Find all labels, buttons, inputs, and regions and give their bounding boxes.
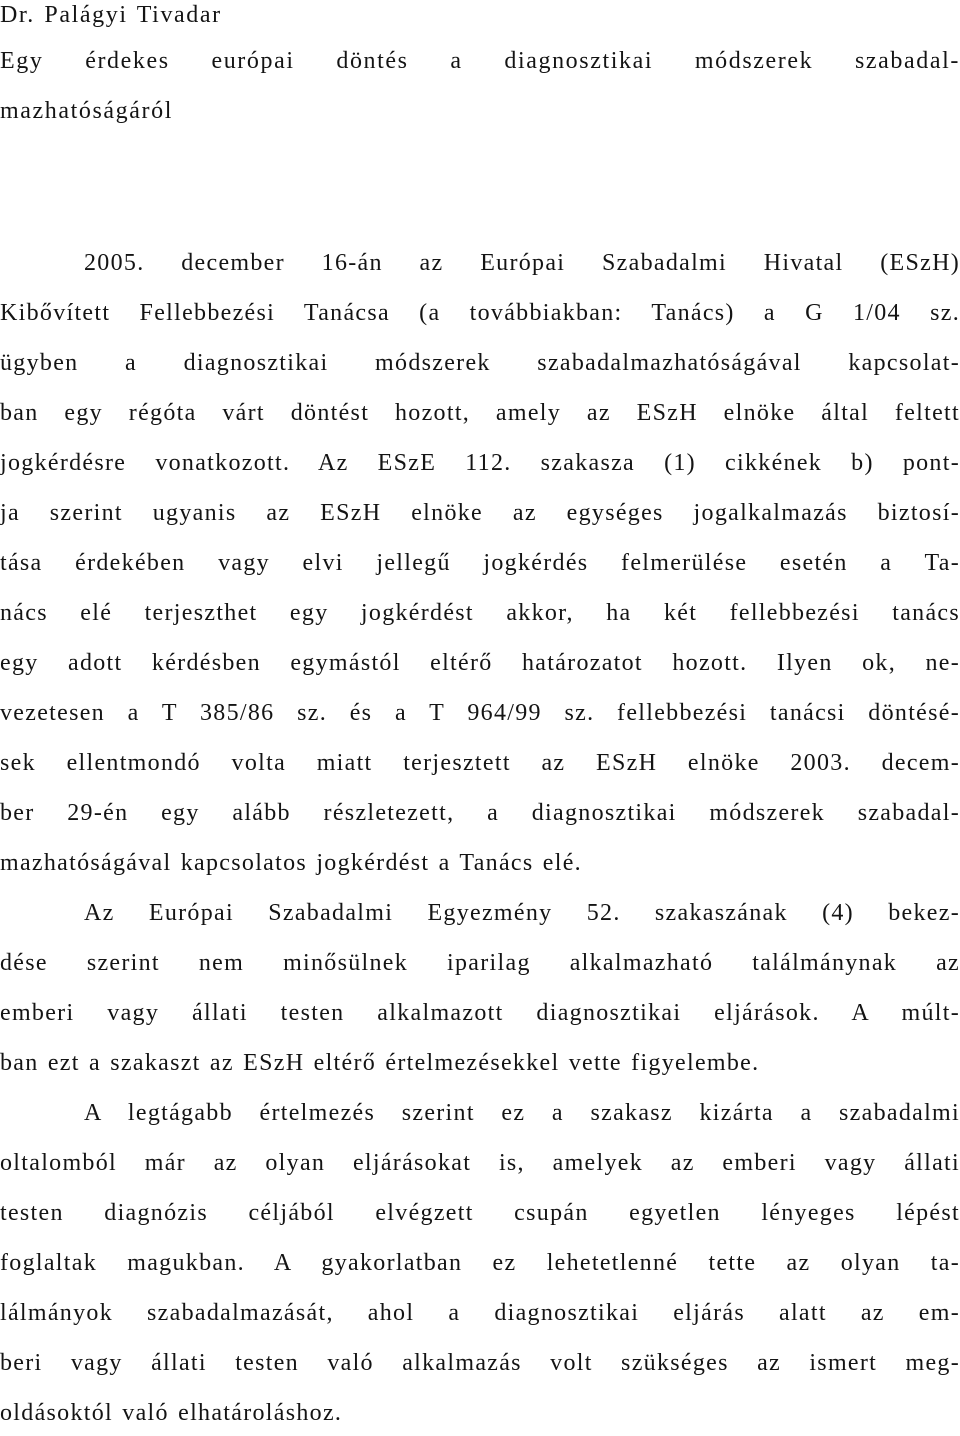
body-line: lálmányok szabadalmazását, ahol a diagnosztikai eljárás alatt az em-	[0, 1300, 960, 1326]
body-line: foglaltak magukban. A gyakorlatban ez lehetetlenné tette az olyan ta-	[0, 1250, 960, 1276]
body-line: tása érdekében vagy elvi jellegű jogkérdés felmerülése esetén a Ta-	[0, 550, 960, 576]
body-line: ügyben a diagnosztikai módszerek szabadalmazhatóságával kapcsolat-	[0, 350, 960, 376]
body-line: oltalomból már az olyan eljárásokat is, amelyek az emberi vagy állati	[0, 1150, 960, 1176]
body-line: vezetesen a T 385/86 sz. és a T 964/99 sz. fellebbezési tanácsi döntésé-	[0, 700, 960, 726]
body-line: A legtágabb értelmezés szerint ez a szakasz kizárta a szabadalmi	[84, 1100, 960, 1126]
author-name: Dr. Palágyi Tivadar	[0, 2, 222, 28]
body-line: Az Európai Szabadalmi Egyezmény 52. szakaszának (4) bekez-	[84, 900, 960, 926]
body-line: ja szerint ugyanis az ESzH elnöke az egységes jogalkalmazás biztosí-	[0, 500, 960, 526]
body-line: testen diagnózis céljából elvégzett csupán egyetlen lényeges lépést	[0, 1200, 960, 1226]
title-line-1: Egy érdekes európai döntés a diagnosztikai módszerek szabadal-	[0, 48, 960, 74]
body-line: beri vagy állati testen való alkalmazás volt szükséges az ismert meg-	[0, 1350, 960, 1376]
body-line: ban ezt a szakaszt az ESzH eltérő értelmezésekkel vette figyelembe.	[0, 1050, 760, 1076]
body-line: 2005. december 16-án az Európai Szabadalmi Hivatal (ESzH)	[84, 250, 960, 276]
body-line: nács elé terjeszthet egy jogkérdést akkor, ha két fellebbezési tanács	[0, 600, 960, 626]
body-line: dése szerint nem minősülnek iparilag alkalmazható találmánynak az	[0, 950, 960, 976]
title-line-2: mazhatóságáról	[0, 98, 173, 124]
body-line: Kibővített Fellebbezési Tanácsa (a továbbiakban: Tanács) a G 1/04 sz.	[0, 300, 960, 326]
body-line: ber 29-én egy alább részletezett, a diagnosztikai módszerek szabadal-	[0, 800, 960, 826]
body-line: emberi vagy állati testen alkalmazott diagnosztikai eljárások. A múlt-	[0, 1000, 960, 1026]
body-line: egy adott kérdésben egymástól eltérő határozatot hozott. Ilyen ok, ne-	[0, 650, 960, 676]
body-line: oldásoktól való elhatároláshoz.	[0, 1400, 343, 1426]
body-line: jogkérdésre vonatkozott. Az ESzE 112. szakasza (1) cikkének b) pont-	[0, 450, 960, 476]
body-line: ban egy régóta várt döntést hozott, amely az ESzH elnöke által feltett	[0, 400, 960, 426]
body-line: sek ellentmondó volta miatt terjesztett az ESzH elnöke 2003. decem-	[0, 750, 960, 776]
body-line: mazhatóságával kapcsolatos jogkérdést a Tanács elé.	[0, 850, 582, 876]
